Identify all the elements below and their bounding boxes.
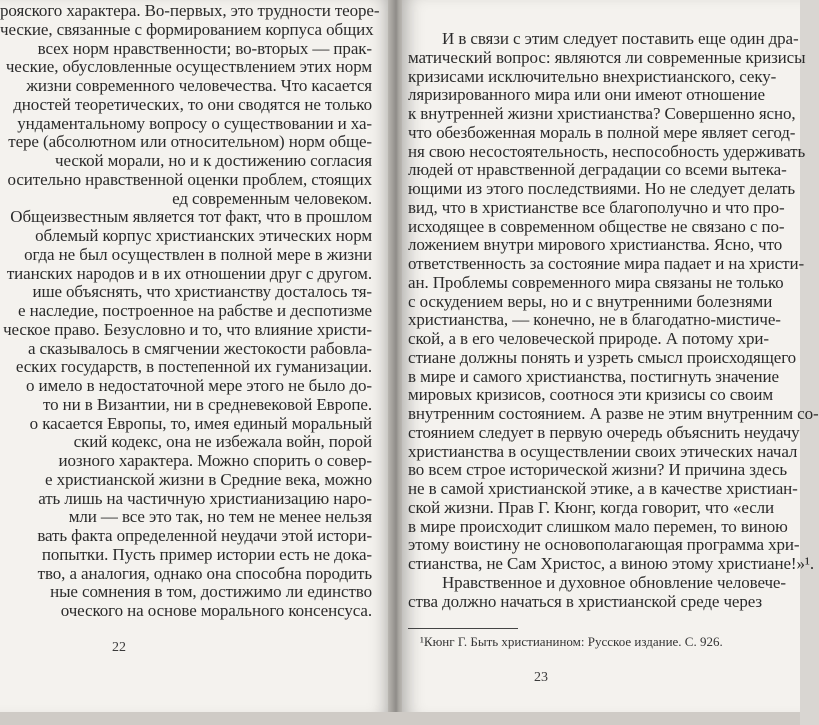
text-line: мировых кризисов, соотнося эти кризисы со своим bbox=[408, 385, 774, 405]
text-line: в мире происходит слишком мало перемен, то виною bbox=[408, 516, 788, 536]
text-line: ные сомнения в том, достижимо ли единство bbox=[50, 582, 372, 602]
text-line: ише объяснять, что христианству досталось тя- bbox=[32, 282, 372, 302]
page-bottom-edge bbox=[0, 712, 800, 725]
text-line: а сказывалось в смягчении жестокости рабовла- bbox=[27, 338, 372, 358]
text-line: е христианской жизни в Средние века, можно bbox=[45, 469, 372, 489]
text-line: то ни в Византии, ни в средневековой Европе. bbox=[42, 394, 372, 414]
text-line: стианства, не Сам Христос, а виною этому христиане!»¹. bbox=[408, 554, 815, 573]
text-line: тере (абсолютном или относительном) норм обще- bbox=[8, 132, 372, 152]
left-page-text bbox=[0, 1, 380, 621]
text-line: вид, что в христианстве все благополучно и что про- bbox=[408, 197, 785, 217]
text-line: Общеизвестным является тот факт, что в прошлом bbox=[10, 207, 372, 227]
text-line: кризисами исключительно внехристианского, секу- bbox=[408, 66, 777, 86]
text-line: что обезбоженная мораль в полной мере являет сегод- bbox=[408, 122, 796, 142]
text-line: ответственность за состояние мира падает и на христи- bbox=[408, 254, 805, 273]
text-line: о касается Европы, то, имея единый моральный bbox=[29, 413, 372, 433]
text-line: еских государств, в постепенной их гуманизации. bbox=[15, 357, 372, 377]
text-line: ческое право. Безусловно и то, что влияние христи- bbox=[3, 319, 372, 339]
right-page-text bbox=[408, 29, 819, 611]
text-line: ский кодекс, она не избежала войн, порой bbox=[73, 432, 372, 452]
text-line: ед современным человеком. bbox=[172, 188, 372, 208]
footnote: ¹Кюнг Г. Быть христианином: Русское издание. С. 926. bbox=[420, 634, 723, 649]
text-line: христианства в осуществлении своих этических начал bbox=[408, 441, 798, 461]
text-line: попытки. Пусть пример истории есть не дока- bbox=[41, 544, 372, 564]
text-line: всех норм нравственности; во-вторых — прак- bbox=[37, 38, 372, 58]
text-line: о имело в недостаточной мере этого не было до- bbox=[25, 376, 372, 395]
text-line: исходящее в современном обществе не связано с по- bbox=[408, 216, 785, 236]
text-line: дностей теоретических, то они сводятся не только bbox=[13, 94, 372, 114]
right-page bbox=[402, 0, 819, 715]
text-line: рояского характера. Во-первых, это трудности теоре- bbox=[0, 1, 380, 20]
text-line: ложением внутри мирового христианства. Ясно, что bbox=[408, 235, 783, 255]
text-line: матический вопрос: являются ли современные кризисы bbox=[408, 47, 806, 67]
text-line: людей от нравственной деградации со всеми вытека- bbox=[408, 160, 787, 180]
text-line: вать факта определенной неудачи этой истори- bbox=[37, 526, 372, 545]
text-line: ческой морали, но и к достижению согласия bbox=[55, 151, 372, 170]
text-line: ющими из этого последствиями. Но не следует делать bbox=[408, 179, 796, 198]
text-line: И в связи с этим следует поставить еще один дра- bbox=[442, 29, 799, 48]
text-line: с оскудением веры, но и с внутренними болезнями bbox=[408, 291, 773, 311]
text-line: ческие, связанные с формированием корпуса общих bbox=[0, 19, 374, 39]
text-line: облемый корпус христианских этических норм bbox=[35, 226, 372, 245]
text-line: ать лишь на частичную христианизацию наро- bbox=[38, 488, 372, 508]
text-line: мли — все это так, но тем не менее нельзя bbox=[68, 507, 372, 527]
text-line: ства должно начаться в христианской среде через bbox=[408, 591, 763, 611]
text-line: этому воистину не основополагающая программа хри- bbox=[408, 535, 800, 555]
text-line: ундаментальному вопросу о существовании и ха- bbox=[17, 113, 372, 133]
text-line: внутренним состоянием. А разве не этим внутренним со- bbox=[408, 404, 819, 423]
text-line: стоянием следует в первую очередь объяснить неудачу bbox=[408, 422, 800, 442]
text-line: осительно нравственной оценки проблем, стоящих bbox=[7, 169, 372, 189]
text-line: е наследие, построенное на рабстве и деспотизме bbox=[17, 301, 372, 320]
text-line: ня свою несостоятельность, неспособность удерживать bbox=[408, 141, 806, 161]
text-line: оческого на основе морального консенсуса. bbox=[60, 601, 372, 620]
text-line: тво, а аналогия, однако она способна породить bbox=[37, 563, 372, 583]
text-line: иозного характера. Можно спорить о совер- bbox=[58, 451, 372, 470]
text-line: Нравственное и духовное обновление человече- bbox=[442, 572, 786, 592]
text-line: в мире и самого христианства, постигнуть значение bbox=[408, 366, 779, 386]
text-line: ляризированного мира или они имеют отношение bbox=[408, 85, 765, 105]
text-line: огда не был осуществлен в полной мере в жизни bbox=[24, 244, 372, 264]
text-line: ческие, обусловленные осуществлением этих норм bbox=[5, 57, 372, 77]
text-line: ан. Проблемы современного мира связаны не только bbox=[408, 272, 784, 292]
left-page-number: 22 bbox=[112, 640, 126, 655]
text-line: во всем строе исторической жизни? И причина здесь bbox=[408, 460, 788, 480]
right-page-number: 23 bbox=[534, 670, 548, 685]
text-line: тианских народов и в их отношении друг с другом. bbox=[6, 263, 372, 283]
text-line: ской, а в его человеческой природе. А потому хри- bbox=[408, 329, 769, 348]
text-line: стиане должны понять и узреть смысл происходящего bbox=[408, 347, 797, 367]
text-line: не в самой христианской этике, а в качестве христиан- bbox=[408, 479, 798, 498]
left-page bbox=[0, 0, 392, 715]
text-line: христианства, — конечно, не в благодатно-мистиче- bbox=[408, 310, 781, 330]
text-line: ской жизни. Прав Г. Кюнг, когда говорит, что «если bbox=[408, 497, 775, 517]
text-line: к внутренней жизни христианства? Совершенно ясно, bbox=[408, 104, 796, 123]
footnote-rule bbox=[408, 628, 518, 629]
text-line: жизни современного человечества. Что касается bbox=[26, 76, 372, 95]
